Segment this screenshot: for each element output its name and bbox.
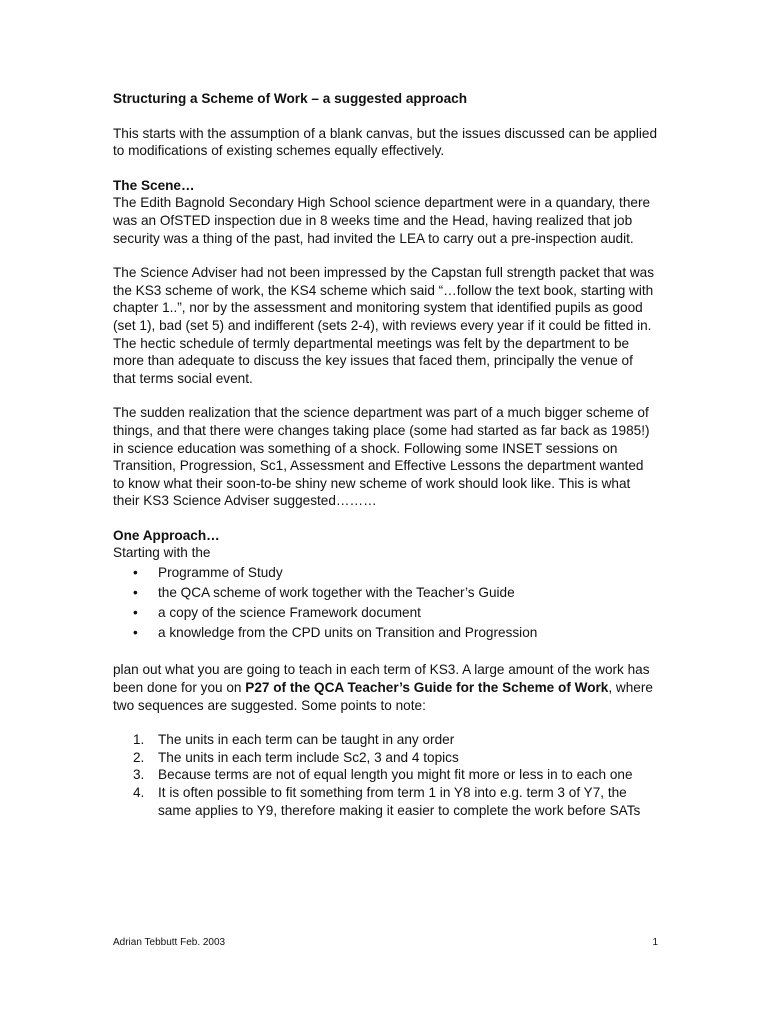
scene-paragraph-1: The Edith Bagnold Secondary High School science department were in a quandary, there was an OfSTED inspection due in 8 weeks time and the Head, having realized that job security was a thing of the past, had invited the LEA to carry out a pre-inspection audit. bbox=[113, 195, 651, 246]
bullet-icon: • bbox=[133, 605, 138, 621]
document-body bbox=[113, 90, 658, 819]
scene-paragraph-3: The sudden realization that the science department was part of a much bigger scheme of things, and that there were changes taking place (some had started as far back as 1985!) in science education was something of a shock. Following some INSET sessions on Transition, Progression, Sc1, Assessment and Effective Lessons the department wanted to know what their soon-to-be shiny new scheme of work should look like. This is what their KS3 Science Adviser suggested……… bbox=[113, 405, 650, 509]
list-item: 2. The units in each term include Sc2, 3 and 4 topics bbox=[133, 749, 459, 765]
approach-heading: One Approach… bbox=[113, 527, 220, 543]
document-title: Structuring a Scheme of Work – a suggested approach bbox=[113, 91, 468, 106]
bullet-icon: • bbox=[133, 625, 138, 641]
scene-paragraph-2: The Science Adviser had not been impressed by the Capstan full strength packet that was the KS3 scheme of work, the KS4 scheme which said “…follow the text book, starting with chapter 1..”, nor by the assessment and monitoring system that identified pupils as good (set 1), bad (set 5) and indifferent (sets 2-4), with reviews every year if it could be fitted in. The hectic schedule of termly departmental meetings was felt by the department to be more than adequate to discuss the key issues that faced them, principally the venue of that terms social event. bbox=[113, 265, 655, 386]
list-item: 3. Because terms are not of equal length you might fit more or less in to each one bbox=[133, 767, 633, 783]
points-list bbox=[113, 731, 658, 819]
list-item: 1. The units in each term can be taught in any order bbox=[133, 732, 455, 748]
page-number: 1 bbox=[652, 937, 658, 948]
intro-paragraph: This starts with the assumption of a blank canvas, but the issues discussed can be applied to modifications of existing schemes equally effectively. bbox=[113, 125, 658, 159]
list-item: • Programme of Study bbox=[133, 565, 283, 581]
footer-author: Adrian Tebbutt Feb. 2003 bbox=[113, 937, 226, 948]
list-item: • a knowledge from the CPD units on Transition and Progression bbox=[133, 625, 538, 641]
scene-heading: The Scene… bbox=[113, 177, 195, 193]
approach-lead: Starting with the bbox=[113, 545, 211, 561]
bullet-icon: • bbox=[133, 565, 138, 581]
qca-reference: P27 of the QCA Teacher’s Guide for the Scheme of Work bbox=[245, 680, 609, 696]
plan-paragraph: plan out what you are going to teach in each term of KS3. A large amount of the work has been done for you on P27 of the QCA Teacher’s Guide for the Scheme of Work, where two sequences are suggested. Some points to note: bbox=[113, 662, 653, 713]
bullet-icon: • bbox=[133, 585, 138, 601]
list-item: • a copy of the science Framework document bbox=[133, 605, 421, 621]
resources-list bbox=[113, 564, 658, 642]
list-item: 4. It is often possible to fit something from term 1 in Y8 into e.g. term 3 of Y7, the same applies to Y9, therefore making it easier to complete the work before SATs bbox=[133, 785, 641, 818]
list-item: • the QCA scheme of work together with the Teacher’s Guide bbox=[133, 585, 515, 601]
